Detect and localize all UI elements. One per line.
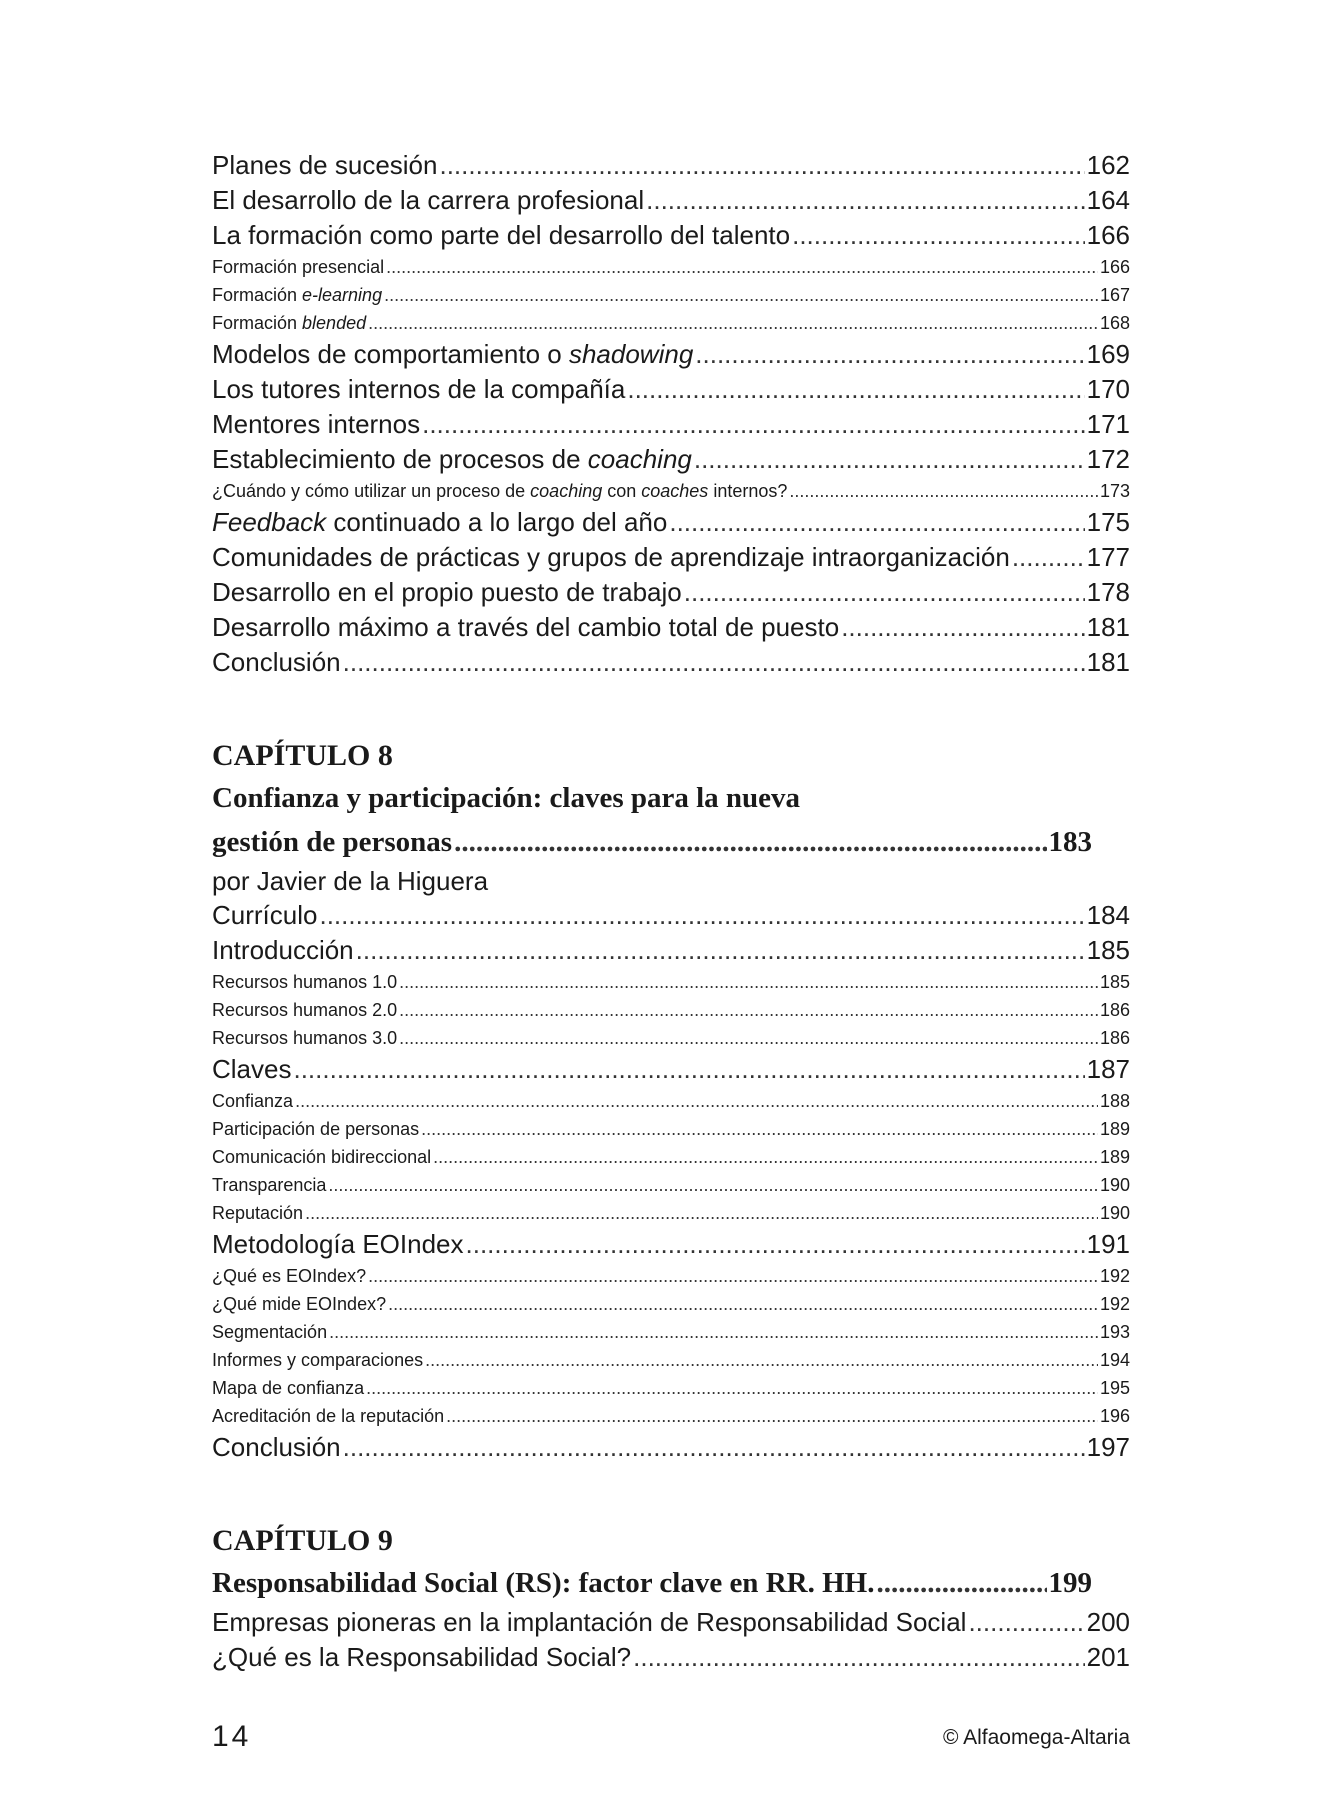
toc-entry-title: Desarrollo máximo a través del cambio total de puesto <box>212 612 840 642</box>
toc-entry-title: Introducción <box>212 935 354 965</box>
toc-subentry <box>212 1402 1130 1430</box>
toc-entry-title: Responsabilidad Social (RS): factor clave en RR. HH. <box>212 1567 875 1599</box>
dot-leader <box>694 442 1085 477</box>
toc-entry-title: Empresas pioneras en la implantación de Responsabilidad Social <box>212 1607 967 1637</box>
toc-subentry <box>212 253 1130 281</box>
toc-entry-title: Comunicación bidireccional <box>212 1147 432 1167</box>
toc-entry-title: Reputación <box>212 1203 304 1223</box>
toc-entry-title: Metodología EOIndex <box>212 1229 464 1259</box>
toc-subentry <box>212 968 1130 996</box>
toc-entry-title: ¿Qué es EOIndex? <box>212 1266 367 1286</box>
toc-entry-title: Conclusión <box>212 647 341 677</box>
dot-leader <box>446 1402 1098 1430</box>
dot-leader <box>366 1374 1098 1402</box>
toc-entry <box>212 1430 1130 1465</box>
toc-entry <box>212 148 1130 183</box>
toc-entry-title: Informes y comparaciones <box>212 1350 424 1370</box>
toc-entry-title: Claves <box>212 1054 292 1084</box>
toc-entry-title: Recursos humanos 3.0 <box>212 1028 398 1048</box>
chapter-entries <box>212 898 1130 1465</box>
toc-entry-title: Planes de sucesión <box>212 150 438 180</box>
toc-subentry <box>212 477 1130 505</box>
chapter-title: Confianza y participación: claves para la nueva <box>212 782 801 814</box>
toc-entry-title: Mapa de confianza <box>212 1378 365 1398</box>
dot-leader <box>968 1605 1084 1640</box>
dot-leader <box>684 575 1085 610</box>
dot-leader <box>425 1346 1098 1374</box>
toc-subentry <box>212 1115 1130 1143</box>
toc-entry-title: Desarrollo en el propio puesto de trabajo <box>212 577 682 607</box>
toc-entry <box>212 610 1130 645</box>
toc-entry-page: 192 <box>1099 1266 1130 1286</box>
toc-entry-page: 173 <box>1099 481 1130 501</box>
toc-entry-title: La formación como parte del desarrollo del talento <box>212 220 791 250</box>
toc-entry-page: 189 <box>1099 1119 1130 1139</box>
toc-subentry <box>212 281 1130 309</box>
toc-entry-title: Segmentación <box>212 1322 328 1342</box>
toc-entry-page: 192 <box>1099 1294 1130 1314</box>
toc-subentry <box>212 309 1130 337</box>
dot-leader <box>305 1199 1098 1227</box>
toc-entry-title: Acreditación de la reputación <box>212 1406 445 1426</box>
spacer <box>212 680 1130 736</box>
toc-entry-page: 166 <box>1099 257 1130 277</box>
toc-entry-page: 168 <box>1099 313 1130 333</box>
dot-leader <box>466 1227 1085 1262</box>
toc-subentry <box>212 1374 1130 1402</box>
toc-entry-title <box>212 442 692 477</box>
page-footer <box>212 1720 1130 1760</box>
chapter-label: CAPÍTULO 9 <box>212 1524 393 1557</box>
toc-subentry <box>212 996 1130 1024</box>
toc-entry-title <box>212 477 787 505</box>
toc-entry-page: 181 <box>1086 647 1130 677</box>
toc-entry-page: 172 <box>1086 444 1130 474</box>
title-italic: Feedback <box>212 507 327 537</box>
toc-entry-page: 162 <box>1086 150 1130 180</box>
toc-entry-page: 185 <box>1086 935 1130 965</box>
dot-leader <box>633 1640 1084 1675</box>
toc-entry-page: 197 <box>1086 1432 1130 1462</box>
chapter-author: por Javier de la Higuera <box>212 866 489 896</box>
toc-entry-title: Comunidades de prácticas y grupos de aprendizaje intraorganización <box>212 542 1010 572</box>
toc-entry <box>212 898 1130 933</box>
dot-leader <box>343 645 1085 680</box>
title-italic: shadowing <box>568 339 694 369</box>
toc-entry-title: gestión de personas <box>212 826 453 858</box>
page-number: 14 <box>212 1720 252 1753</box>
toc-entry-title <box>212 337 693 372</box>
dot-leader <box>329 1318 1098 1346</box>
dot-leader <box>695 337 1084 372</box>
toc-entry-title: Transparencia <box>212 1175 327 1195</box>
title-italic: blended <box>302 313 367 333</box>
toc-entry-page: 200 <box>1086 1607 1130 1637</box>
dot-leader <box>384 281 1098 309</box>
toc-entry-page: 181 <box>1086 612 1130 642</box>
toc-subentry <box>212 1024 1130 1052</box>
toc-entry-title: Participación de personas <box>212 1119 420 1139</box>
toc-entry-page: 171 <box>1086 409 1130 439</box>
dot-leader <box>422 407 1085 442</box>
toc-entry-page: 167 <box>1099 285 1130 305</box>
title-text: Formación <box>212 313 303 333</box>
toc-entry-page: 195 <box>1099 1378 1130 1398</box>
toc-entry-page: 189 <box>1099 1147 1130 1167</box>
title-italic: e-learning <box>302 285 383 305</box>
toc-entry-title: ¿Qué es la Responsabilidad Social? <box>212 1642 632 1672</box>
dot-leader <box>328 1171 1098 1199</box>
dot-leader <box>368 309 1098 337</box>
toc-entry-page: 184 <box>1086 900 1130 930</box>
dot-leader <box>627 372 1084 407</box>
toc-entry-page: 194 <box>1099 1350 1130 1370</box>
dot-leader <box>386 253 1098 281</box>
dot-leader <box>319 898 1084 933</box>
toc-entry-title: Los tutores internos de la compañía <box>212 374 626 404</box>
toc-entry-page: 201 <box>1086 1642 1130 1672</box>
title-text: ¿Cuándo y cómo utilizar un proceso de <box>212 481 531 501</box>
title-text: Modelos de comportamiento o <box>212 339 569 369</box>
toc-entry <box>212 337 1130 372</box>
toc-entry-title: ¿Qué mide EOIndex? <box>212 1294 387 1314</box>
dot-leader <box>646 183 1084 218</box>
toc-entry-page: 164 <box>1086 185 1130 215</box>
toc-entry <box>212 1640 1130 1675</box>
toc-entry-title: Confianza <box>212 1091 294 1111</box>
toc-entry-page: 178 <box>1086 577 1130 607</box>
toc-subentry <box>212 1262 1130 1290</box>
chapter-entries <box>212 1605 1130 1675</box>
toc-subentry <box>212 1290 1130 1318</box>
dot-leader <box>399 1024 1098 1052</box>
toc-entry-page: 186 <box>1099 1028 1130 1048</box>
toc-entry <box>212 372 1130 407</box>
toc-entry-page: 177 <box>1086 542 1130 572</box>
toc-entry <box>212 933 1130 968</box>
title-text: continuado a lo largo del año <box>326 507 668 537</box>
toc-entry-page: 187 <box>1086 1054 1130 1084</box>
toc-entry-page: 190 <box>1099 1203 1130 1223</box>
toc-entry <box>212 1052 1130 1087</box>
dot-leader <box>1012 540 1085 575</box>
toc-entry-title: Recursos humanos 1.0 <box>212 972 398 992</box>
title-text: Formación <box>212 285 303 305</box>
dot-leader <box>792 218 1085 253</box>
toc-subentry <box>212 1318 1130 1346</box>
dot-leader <box>454 820 1046 864</box>
toc-entry <box>212 505 1130 540</box>
toc-subentry <box>212 1143 1130 1171</box>
dot-leader <box>399 996 1098 1024</box>
toc-entry-page: 193 <box>1099 1322 1130 1342</box>
title-text: Formación presencial <box>212 257 385 277</box>
toc-subentry <box>212 1199 1130 1227</box>
dot-leader <box>399 968 1098 996</box>
toc-entry-title <box>212 505 667 540</box>
toc-entry-page: 169 <box>1086 339 1130 369</box>
title-italic: coaching <box>587 444 692 474</box>
toc-entry-page: 186 <box>1099 1000 1130 1020</box>
dot-leader <box>293 1052 1084 1087</box>
chapter-title-entry <box>212 820 1092 864</box>
title-text: con <box>602 481 642 501</box>
toc-entry <box>212 407 1130 442</box>
chapter-title-entry <box>212 1561 1092 1605</box>
toc-entry-title: Mentores internos <box>212 409 421 439</box>
spacer <box>212 1465 1130 1521</box>
copyright-notice: © Alfaomega-Altaria <box>942 1726 1130 1749</box>
toc-entry-title: El desarrollo de la carrera profesional <box>212 185 645 215</box>
toc-entry-page: 166 <box>1086 220 1130 250</box>
toc-entry-title: Recursos humanos 2.0 <box>212 1000 398 1020</box>
toc-entry <box>212 575 1130 610</box>
toc-subentry <box>212 1087 1130 1115</box>
table-of-contents <box>212 148 1130 1675</box>
title-text: internos? <box>708 481 788 501</box>
toc-subentry <box>212 1171 1130 1199</box>
toc-entry-title <box>212 253 384 281</box>
toc-entry <box>212 1227 1130 1262</box>
toc-entry-page: 191 <box>1086 1229 1130 1259</box>
dot-leader <box>368 1262 1098 1290</box>
toc-entry <box>212 183 1130 218</box>
toc-entry <box>212 218 1130 253</box>
toc-entry-page: 199 <box>1048 1567 1092 1599</box>
chapter-label: CAPÍTULO 8 <box>212 739 393 772</box>
toc-subentry <box>212 1346 1130 1374</box>
dot-leader <box>421 1115 1098 1143</box>
toc-entry-title <box>212 281 382 309</box>
title-italic: coaches <box>641 481 709 501</box>
toc-entry-title: Currículo <box>212 900 318 930</box>
toc-entry-title <box>212 309 366 337</box>
toc-entry-page: 196 <box>1099 1406 1130 1426</box>
dot-leader <box>356 933 1085 968</box>
dot-leader <box>789 477 1098 505</box>
dot-leader <box>841 610 1084 645</box>
dot-leader <box>669 505 1084 540</box>
dot-leader <box>439 148 1084 183</box>
toc-entry-page: 185 <box>1099 972 1130 992</box>
toc-entry-page: 175 <box>1086 507 1130 537</box>
toc-entry <box>212 1605 1130 1640</box>
dot-leader <box>343 1430 1085 1465</box>
toc-entry-page: 188 <box>1099 1091 1130 1111</box>
toc-entry-page: 190 <box>1099 1175 1130 1195</box>
dot-leader <box>388 1290 1098 1318</box>
dot-leader <box>876 1561 1046 1605</box>
title-text: Establecimiento de procesos de <box>212 444 588 474</box>
toc-entry <box>212 645 1130 680</box>
toc-entry <box>212 540 1130 575</box>
toc-entry-page: 183 <box>1048 826 1092 858</box>
title-italic: coaching <box>530 481 603 501</box>
dot-leader <box>433 1143 1098 1171</box>
dot-leader <box>295 1087 1098 1115</box>
toc-entry-title: Conclusión <box>212 1432 341 1462</box>
toc-entry <box>212 442 1130 477</box>
toc-entry-page: 170 <box>1086 374 1130 404</box>
